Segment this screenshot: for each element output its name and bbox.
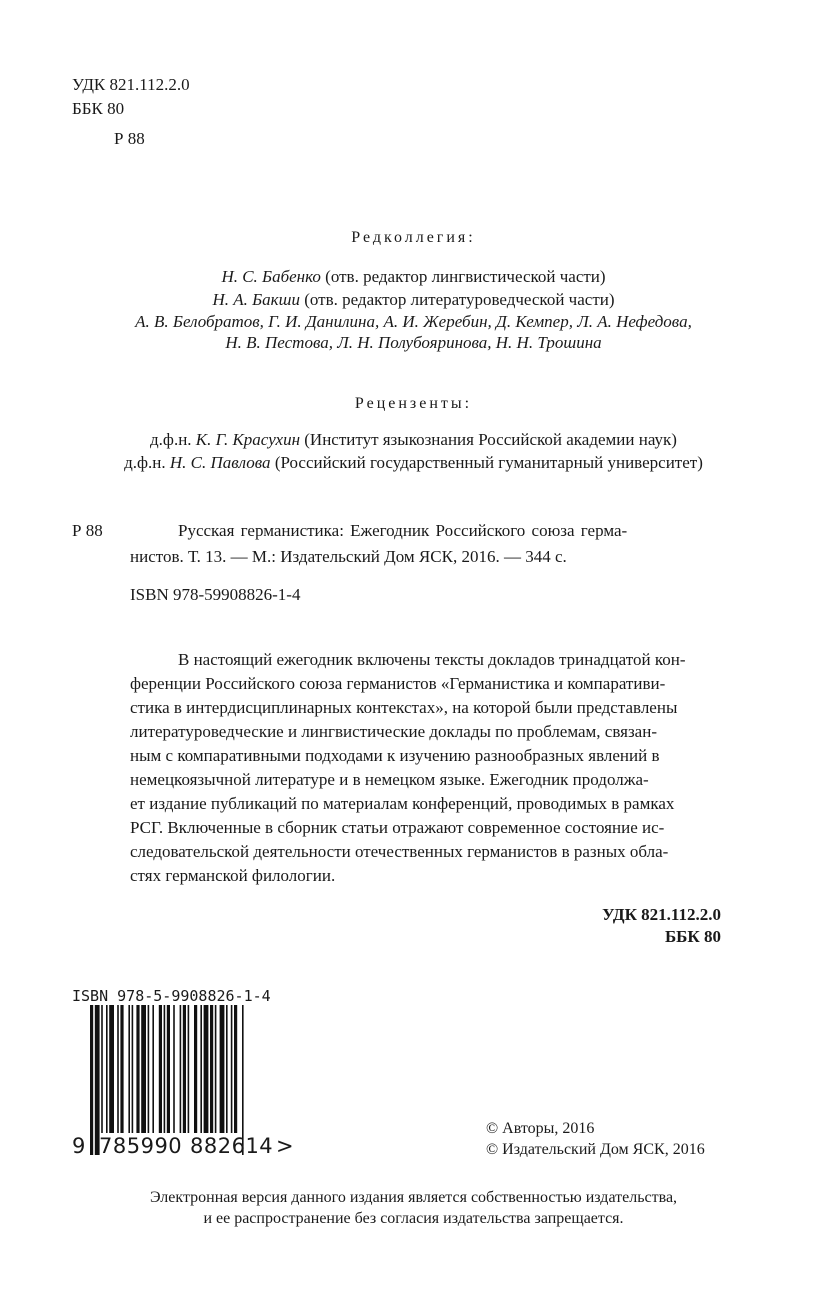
barcode-bar bbox=[120, 1005, 123, 1133]
barcode-bar bbox=[226, 1005, 228, 1133]
editor-names: Н. В. Пестова, Л. Н. Полубояринова, Н. Н. Трошина bbox=[225, 333, 602, 352]
copyright-publisher: © Издательский Дом ЯСК, 2016 bbox=[486, 1141, 705, 1158]
barcode-bar bbox=[183, 1005, 186, 1133]
barcode-bar bbox=[95, 1005, 100, 1155]
barcode-bar bbox=[231, 1005, 233, 1133]
header-bbk: ББК 80 bbox=[72, 99, 125, 118]
barcode-bar bbox=[159, 1005, 162, 1133]
reviewer-name: Н. С. Павлова bbox=[169, 453, 271, 472]
biblio-line-2: нистов. Т. 13. — М.: Издательский Дом ЯСК, 2016. — 344 с. bbox=[130, 547, 567, 566]
barcode-bar bbox=[173, 1005, 175, 1133]
classification-udk: УДК 821.112.2.0 bbox=[602, 905, 721, 924]
biblio-line-1: Русская германистика: Ежегодник Российского союза герма- bbox=[178, 521, 628, 540]
barcode-bar bbox=[204, 1005, 209, 1133]
editorial-line-2 bbox=[0, 291, 827, 308]
editorial-line-1 bbox=[0, 268, 827, 285]
barcode-bar bbox=[109, 1005, 114, 1133]
reviewers-title: Рецензенты: bbox=[354, 395, 473, 412]
barcode-bar bbox=[90, 1005, 93, 1155]
header-code: Р 88 bbox=[114, 129, 145, 148]
abstract-line: ет издание публикаций по материалам конференций, проводимых в рамках bbox=[130, 794, 675, 813]
abstract-line: В настоящий ежегодник включены тексты докладов тринадцатой кон- bbox=[178, 650, 686, 669]
footer-notice-line-1: Электронная версия данного издания является собственностью издательства, bbox=[149, 1189, 678, 1206]
header-udk: УДК 821.112.2.0 bbox=[72, 75, 190, 94]
editor-names: А. В. Белобратов, Г. И. Данилина, А. И. Жеребин, Д. Кемпер, Л. А. Нефедова, bbox=[135, 312, 692, 331]
abstract-line: стика в интердисциплинарных контекстах», на которой были представлены bbox=[130, 698, 678, 717]
barcode-bar bbox=[210, 1005, 213, 1133]
barcode-bar bbox=[188, 1005, 190, 1133]
editor-role: (отв. редактор лингвистической части) bbox=[320, 267, 606, 286]
abstract-line: немецкоязычной литературе и в немецком языке. Ежегодник продолжа- bbox=[130, 770, 649, 789]
abstract-line: стях германской филологии. bbox=[130, 866, 336, 885]
barcode-bar bbox=[215, 1005, 217, 1133]
abstract-line: следовательской деятельности отечественных германистов в разных обла- bbox=[130, 842, 669, 861]
barcode-bar bbox=[136, 1005, 139, 1133]
reviewer-degree: д.ф.н. bbox=[124, 453, 170, 472]
barcode-bar bbox=[164, 1005, 166, 1133]
barcode-bar bbox=[234, 1005, 237, 1133]
abstract-line: ным с компаративными подходами к изучению разнообразных явлений в bbox=[130, 746, 660, 765]
editorial-title: Редколлегия: bbox=[351, 229, 476, 246]
barcode-bar bbox=[167, 1005, 170, 1133]
barcode-bar bbox=[117, 1005, 119, 1133]
editorial-line-3 bbox=[0, 313, 827, 330]
barcode-bar bbox=[194, 1005, 197, 1133]
barcode-bar bbox=[152, 1005, 154, 1133]
barcode-isbn-text: ISBN 978-5-9908826-1-4 bbox=[72, 987, 271, 1005]
reviewer-line-2 bbox=[0, 454, 827, 471]
abstract-line: РСГ. Включенные в сборник статьи отражают современное состояние ис- bbox=[130, 818, 665, 837]
barcode-digits-left: 785990 bbox=[99, 1134, 183, 1158]
barcode-digits-right: 882614 bbox=[190, 1134, 274, 1158]
barcode-arrow: > bbox=[276, 1134, 294, 1158]
barcode-bar bbox=[128, 1005, 130, 1133]
barcode-bar bbox=[106, 1005, 108, 1133]
editorial-line-4 bbox=[0, 334, 827, 351]
editor-role: (отв. редактор литературоведческой части) bbox=[299, 290, 615, 309]
reviewer-name: К. Г. Красухин bbox=[195, 430, 300, 449]
barcode-bar bbox=[141, 1005, 146, 1133]
reviewer-org: (Российский государственный гуманитарный университет) bbox=[270, 453, 703, 472]
barcode-bar bbox=[242, 1005, 244, 1155]
reviewer-degree: д.ф.н. bbox=[150, 430, 196, 449]
barcode-bar bbox=[132, 1005, 134, 1133]
abstract-line: ференции Российского союза германистов «Германистика и компаративи- bbox=[130, 674, 666, 693]
barcode-digit-first: 9 bbox=[72, 1134, 86, 1158]
reviewer-org: (Институт языкознания Российской академии наук) bbox=[300, 430, 677, 449]
barcode-bar bbox=[200, 1005, 202, 1133]
barcode-bar bbox=[220, 1005, 225, 1133]
editor-name: Н. С. Бабенко bbox=[221, 267, 321, 286]
barcode-image bbox=[90, 1005, 290, 1158]
barcode-bar bbox=[180, 1005, 182, 1133]
barcode-bar bbox=[148, 1005, 150, 1133]
abstract-line: литературоведческие и лингвистические доклады по проблемам, связан- bbox=[130, 722, 657, 741]
barcode-bar bbox=[101, 1005, 103, 1133]
biblio-code: Р 88 bbox=[72, 521, 103, 540]
biblio-isbn: ISBN 978-59908826-1-4 bbox=[130, 585, 301, 604]
reviewer-line-1 bbox=[0, 431, 827, 448]
footer-notice-line-2: и ее распространение без согласия издательства запрещается. bbox=[203, 1210, 624, 1227]
copyright-authors: © Авторы, 2016 bbox=[486, 1120, 595, 1137]
classification-bbk: ББК 80 bbox=[664, 927, 721, 946]
editor-name: Н. А. Бакши bbox=[212, 290, 300, 309]
